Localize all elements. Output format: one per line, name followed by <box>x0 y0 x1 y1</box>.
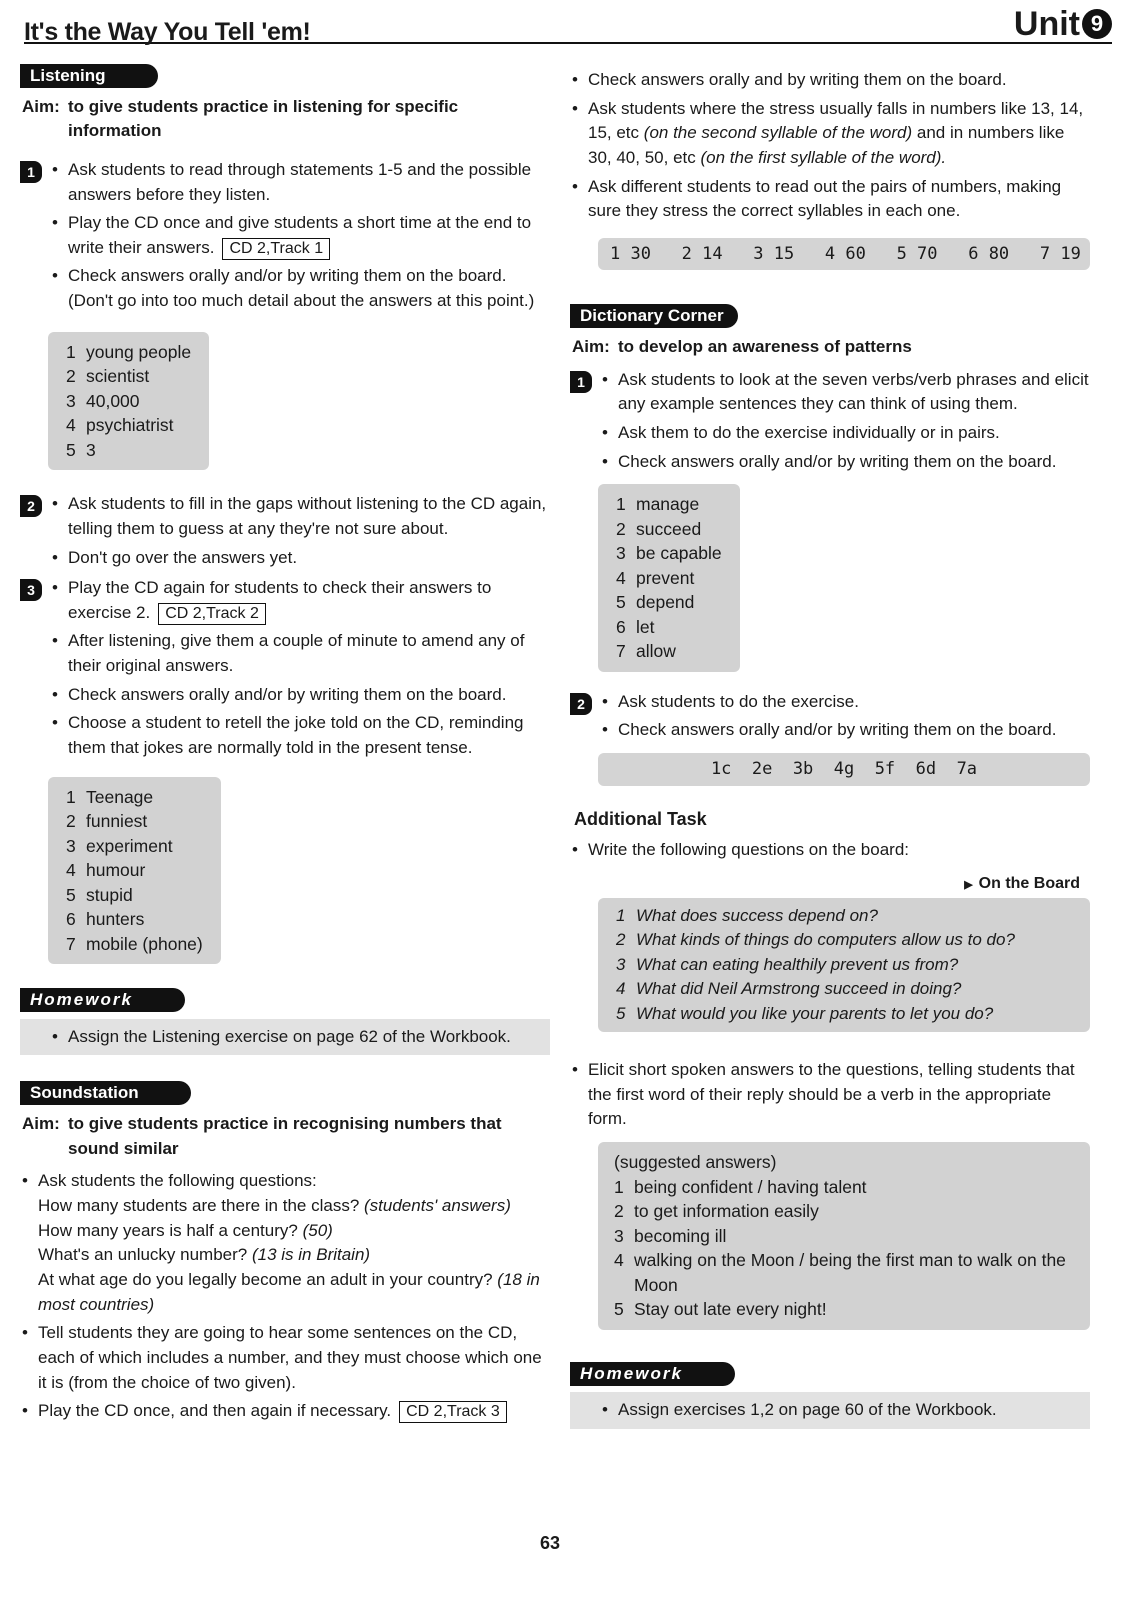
answer-text: walking on the Moon / being the first man to walk on the Moon <box>634 1250 1066 1295</box>
page-title: It's the Way You Tell 'em! <box>24 18 311 46</box>
listening-aim <box>22 95 550 144</box>
dictionary-aim <box>572 335 1090 360</box>
instruction: • Check answers orally and/or by writing them on the board. <box>68 683 550 708</box>
instruction: • Choose a student to retell the joke told on the CD, reminding them that jokes are normally told in the present tense. <box>68 711 550 760</box>
additional-task-title: Additional Task <box>574 808 707 829</box>
answer-text: being confident / having talent <box>634 1176 867 1197</box>
answer-row: 2 succeed <box>616 518 702 539</box>
answer-row: 2 scientist <box>66 366 150 387</box>
suggested-answers-box <box>598 1142 1090 1330</box>
exercise-number: 2 <box>20 495 42 517</box>
question-line <box>38 1243 550 1268</box>
instruction-text: Play the CD once and give students a short time at the end to write their answers. <box>68 213 532 257</box>
question-text: What can eating healthily prevent us from? <box>636 954 959 974</box>
answer-text: let <box>636 616 655 637</box>
board-label-text: On the Board <box>978 875 1080 893</box>
answer-row: 4 psychiatrist <box>66 415 174 436</box>
question-answer: (50) <box>302 1220 333 1240</box>
answer-text: succeed <box>636 518 702 539</box>
suggested-label: (suggested answers) <box>614 1152 777 1173</box>
instruction: • Check answers orally and/or by writing them on the board. (Don't go into too much detail about the answers at this point.) <box>68 264 550 313</box>
answer-row: 4 humour <box>66 860 146 881</box>
aim-text: to develop an awareness of patterns <box>618 337 912 357</box>
instruction-text: Ask students where the stress usually falls in numbers like 13, 14, 15, etc <box>588 98 1084 143</box>
answer-row: 5 Stay out late every night! <box>614 1299 827 1320</box>
question-line <box>38 1268 550 1317</box>
question-answer: (13 is in Britain) <box>251 1245 371 1265</box>
answer-text: young people <box>86 341 192 362</box>
answer-row: 3 40,000 <box>66 390 140 411</box>
instruction-text: Play the CD once, and then again if necessary. <box>38 1401 392 1421</box>
answer-row: 5 depend <box>616 592 695 613</box>
dictionary-exercise-1 <box>570 368 1090 475</box>
answer-text: to get information easily <box>634 1201 819 1222</box>
answer-row: 3 be capable <box>616 543 722 564</box>
answer-text: allow <box>636 641 676 662</box>
section-label-homework: Homework <box>570 1362 735 1386</box>
instruction-text: Play the CD again for students to check their answers to exercise 2. <box>68 578 492 622</box>
answer-text: scientist <box>86 366 150 387</box>
dictionary-ex2-answer-box: 1c 2e 3b 4g 5f 6d 7a <box>598 753 1090 786</box>
page-header <box>24 6 1112 44</box>
instruction-text: • Ask students the following questions: <box>38 1171 317 1191</box>
numbers-answer-box: 1 30 2 14 3 15 4 60 5 70 6 80 7 19 <box>598 238 1090 271</box>
cd-track-label: CD 2,Track 3 <box>399 1401 507 1423</box>
instruction: • After listening, give them a couple of minute to amend any of their original answers. <box>68 629 550 678</box>
page-number: 63 <box>540 1533 561 1553</box>
answer-text: mobile (phone) <box>86 933 203 954</box>
board-question: 1 What does success depend on? <box>616 905 878 925</box>
question-text: What did Neil Armstrong succeed in doing? <box>636 979 962 999</box>
instruction: • Write the following questions on the board: <box>570 838 1090 863</box>
instruction: • Ask students to look at the seven verbs/verb phrases and elicit any example sentences they can think of using them. <box>618 368 1090 417</box>
answer-row: 6 let <box>616 616 655 637</box>
section-label-homework: Homework <box>20 988 185 1012</box>
board-questions-box <box>598 898 1090 1033</box>
on-the-board-label <box>570 872 1080 895</box>
instruction: • Don't go over the answers yet. <box>68 546 550 571</box>
aim-text: to give students practice in recognising numbers that sound similar <box>68 1114 502 1158</box>
board-question: 4 What did Neil Armstrong succeed in doing? <box>616 979 962 999</box>
question-text: At what age do you legally become an adult in your country? <box>38 1269 493 1289</box>
dictionary-exercise-2 <box>570 690 1090 743</box>
left-column <box>20 64 550 1428</box>
answer-row: 2 to get information easily <box>614 1201 819 1222</box>
exercise-number: 1 <box>570 371 592 393</box>
right-column <box>570 68 1090 1429</box>
unit-label <box>1014 6 1112 42</box>
instruction <box>68 576 550 625</box>
aim-label: Aim: <box>22 1114 60 1134</box>
question-text: What's an unlucky number? <box>38 1245 248 1265</box>
answer-row: 1 young people <box>66 341 192 362</box>
answer-row: 5 3 <box>66 439 96 460</box>
homework-text: • Assign the Listening exercise on page 62 of the Workbook. <box>50 1025 550 1050</box>
unit-number-badge: 9 <box>1082 9 1112 39</box>
answer-row: 7 mobile (phone) <box>66 933 203 954</box>
answer-text: depend <box>636 592 695 613</box>
instruction <box>20 1169 550 1317</box>
instruction-italic: (on the second syllable of the word) <box>643 123 913 143</box>
question-text: How many years is half a century? <box>38 1220 298 1240</box>
answer-text: Stay out late every night! <box>634 1299 827 1320</box>
question-answer: (students' answers) <box>364 1196 511 1216</box>
aim-text: to give students practice in listening for specific information <box>68 96 459 141</box>
question-text: What kinds of things do computers allow us to do? <box>636 930 1015 950</box>
answer-text: funniest <box>86 811 148 832</box>
aim-label: Aim: <box>22 96 60 116</box>
question-line <box>38 1194 550 1219</box>
answer-key-box <box>48 777 221 965</box>
answer-row: 4 prevent <box>616 567 695 588</box>
answer-text: manage <box>636 494 700 515</box>
homework-box <box>570 1392 1090 1429</box>
answer-row: 3 becoming ill <box>614 1225 727 1246</box>
answer-row: 1 Teenage <box>66 786 154 807</box>
homework-box <box>20 1019 550 1056</box>
answer-text: psychiatrist <box>86 415 174 436</box>
answer-text: be capable <box>636 543 722 564</box>
instruction: • Ask them to do the exercise individually or in pairs. <box>618 421 1090 446</box>
answer-text: Teenage <box>86 786 154 807</box>
answer-row: 1 being confident / having talent <box>614 1176 867 1197</box>
exercise-number: 3 <box>20 579 42 601</box>
board-question: 2 What kinds of things do computers allow us to do? <box>616 930 1015 950</box>
answer-text: 3 <box>86 439 96 460</box>
instruction <box>68 211 550 260</box>
instruction <box>570 97 1090 171</box>
question-text: What would you like your parents to let you do? <box>636 1003 994 1023</box>
answer-row: 6 hunters <box>66 909 145 930</box>
answer-row: 7 allow <box>616 641 676 662</box>
answer-row: 2 funniest <box>66 811 148 832</box>
section-label-dictionary-corner: Dictionary Corner <box>570 304 738 328</box>
board-question: 3 What can eating healthily prevent us from? <box>616 954 959 974</box>
homework-text: • Assign exercises 1,2 on page 60 of the Workbook. <box>600 1398 1090 1423</box>
answer-text: prevent <box>636 567 695 588</box>
answer-key-box <box>598 484 740 672</box>
answer-text: humour <box>86 860 146 881</box>
instruction: • Ask different students to read out the pairs of numbers, making sure they stress the correct syllables in each one. <box>570 175 1090 224</box>
instruction: • Elicit short spoken answers to the questions, telling students that the first word of their reply should be a verb in the appropriate form. <box>570 1058 1090 1132</box>
listening-exercise-1 <box>20 158 550 314</box>
question-text: How many students are there in the class? <box>38 1196 360 1216</box>
instruction <box>20 1399 550 1424</box>
instruction-italic: (on the first syllable of the word). <box>700 147 947 167</box>
answer-text: stupid <box>86 884 133 905</box>
question-answer: (18 in most countries) <box>38 1269 540 1314</box>
instruction: • Tell students they are going to hear some sentences on the CD, each of which includes a number, and they must choose which one it is (from the choice of two given). <box>20 1321 550 1395</box>
instruction: • Check answers orally and/or by writing them on the board. <box>618 450 1090 475</box>
board-question: 5 What would you like your parents to let you do? <box>616 1003 994 1023</box>
answer-text: becoming ill <box>634 1225 727 1246</box>
section-label-listening: Listening <box>20 64 158 88</box>
answer-key-box <box>48 332 209 471</box>
answer-row: 1 manage <box>616 494 700 515</box>
exercise-number: 1 <box>20 161 42 183</box>
instruction: • Check answers orally and by writing them on the board. <box>570 68 1090 93</box>
aim-label: Aim: <box>572 337 610 357</box>
instruction: • Ask students to do the exercise. <box>618 690 1090 715</box>
cd-track-label: CD 2,Track 2 <box>158 603 266 625</box>
answer-text: hunters <box>86 909 145 930</box>
triangle-right-icon: ▶ <box>964 879 973 892</box>
instruction: • Ask students to read through statements 1-5 and the possible answers before they listen. <box>68 158 550 207</box>
cd-track-label: CD 2,Track 1 <box>222 238 330 260</box>
question-line <box>38 1219 550 1244</box>
listening-exercise-3 <box>20 576 550 760</box>
instruction-text: and in numbers like 30, 40, 50, etc <box>588 123 1065 167</box>
question-text: What does success depend on? <box>636 905 878 925</box>
soundstation-aim <box>22 1112 550 1161</box>
exercise-number: 2 <box>570 693 592 715</box>
answer-row: 3 experiment <box>66 835 173 856</box>
answer-row: 5 stupid <box>66 884 133 905</box>
answer-row: 4 walking on the Moon / being the first man to walk on the Moon <box>614 1250 1066 1295</box>
instruction: • Ask students to fill in the gaps without listening to the CD again, telling them to guess at any they're not sure about. <box>68 492 550 541</box>
unit-text: Unit <box>1013 5 1080 43</box>
answer-text: 40,000 <box>86 390 140 411</box>
answer-text: experiment <box>86 835 173 856</box>
listening-exercise-2 <box>20 492 550 570</box>
instruction: • Check answers orally and/or by writing them on the board. <box>618 718 1090 743</box>
section-label-soundstation: Soundstation <box>20 1081 191 1105</box>
